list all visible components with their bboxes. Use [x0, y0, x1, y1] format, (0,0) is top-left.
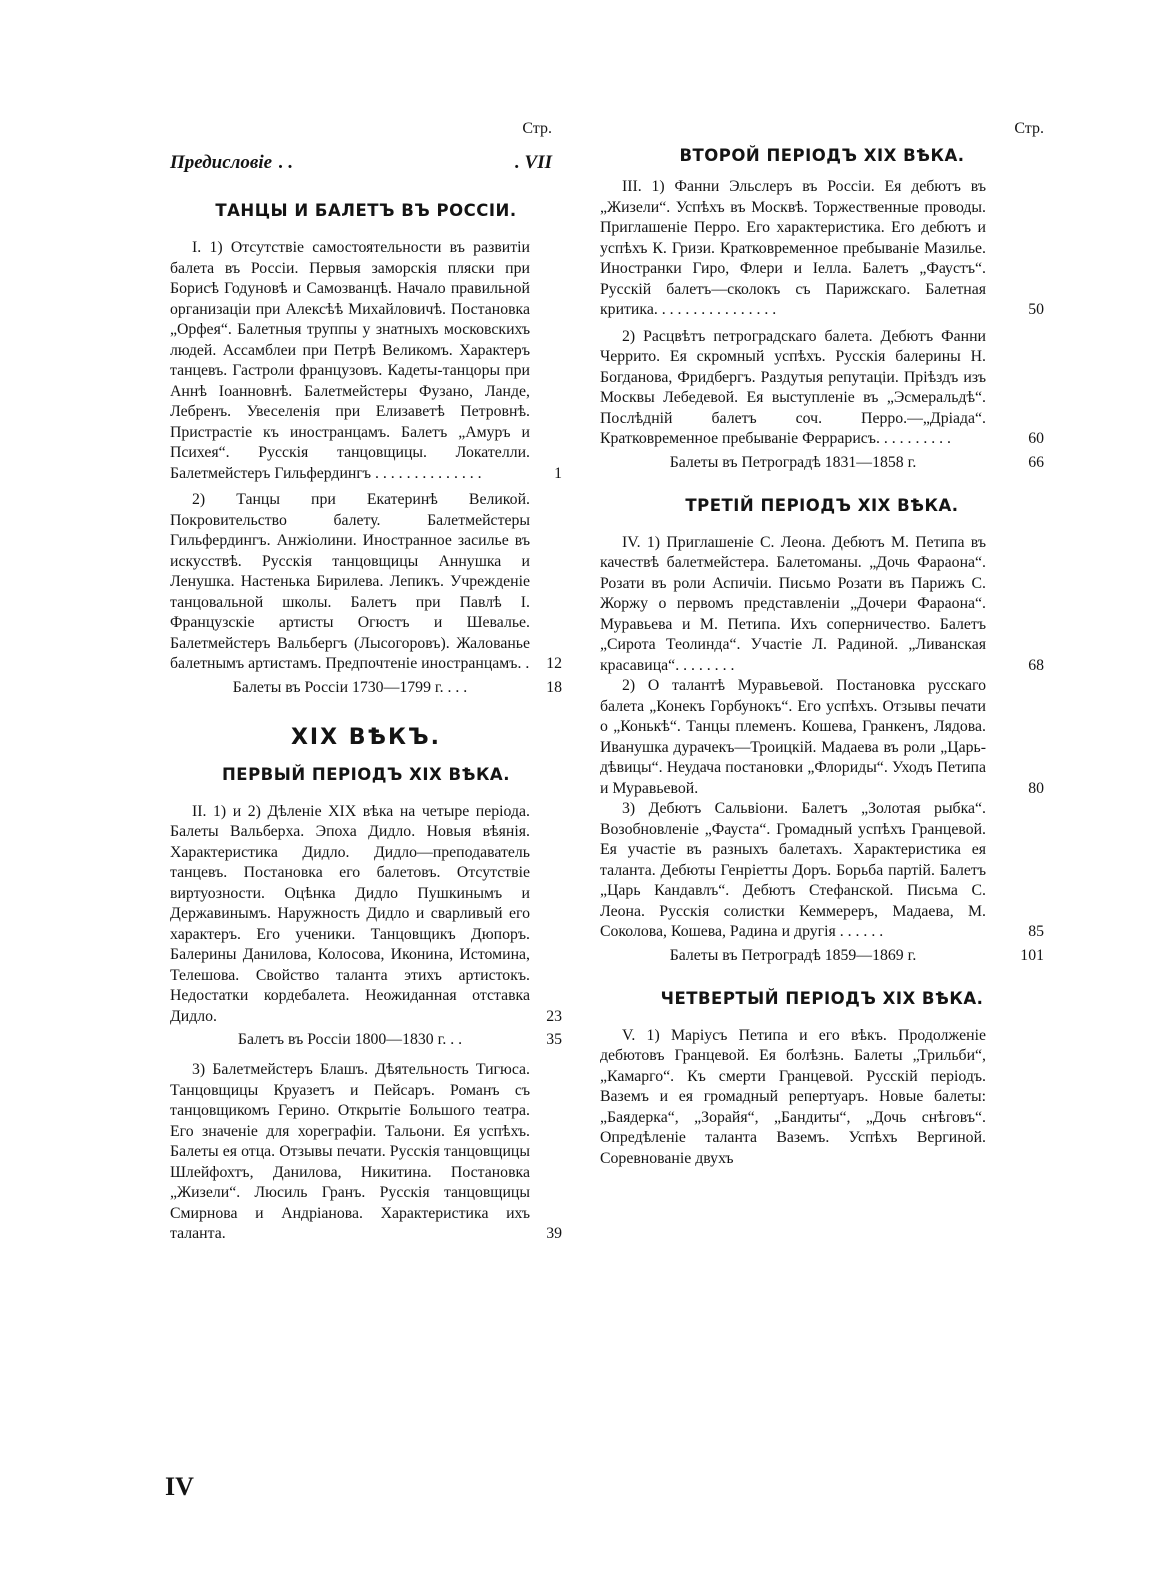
entry-page: 39 [546, 1225, 562, 1242]
section-title: ТАНЦЫ И БАЛЕТЪ ВЪ РОССІИ. [215, 201, 517, 220]
subentry-page: 101 [1020, 946, 1044, 964]
entry-text: 3) Дебютъ Сальвіони. Балетъ „Золотая рыбка“. Возобновленіе „Фауста“. Громадный успѣхъ Гранцевой. Ея участіе въ разныхъ балетахъ. Характеристика ея таланта. Дебюты Генріетты Доръ. Борьба партій. Балетъ „Царь Кандавлъ“. Дебютъ Стефанской. Письма С. Леона. Русскія солистки Кеммереръ, Мадаева, М. Соколова, Кошева, Радина и другія . . . . . . [600, 800, 986, 940]
entry-text: 2) О талантѣ Муравьевой. Постановка русскаго балета „Конекъ Горбунокъ“. Его успѣхъ. Отзывы печати о „Конькѣ“. Танцы племенъ. Кошева, Гранкенъ, Лядова. Иванушка дурачекъ—Троицкій. Мадаева въ роли „Царь-дѣвицы“. Неудача постановки „Флориды“. Уходъ Петипа и Муравьевой. [600, 677, 986, 797]
entry-page: 12 [546, 655, 562, 672]
entry-page: 60 [1028, 430, 1044, 447]
entry-page: 68 [1028, 656, 1044, 674]
entry-text: V. 1) Маріусъ Петипа и его вѣкъ. Продолженіе дебютовъ Гранцевой. Ея болѣзнь. Балеты „Трильби“, „Камарго“. Къ смерти Гранцевой. Русскій періодъ. Ваземъ и ея громадный репертуаръ. Новые балеты: „Баядерка“, „Зорайя“, „Бандиты“, „Дочь снѣговъ“. Опредѣленіе таланта Ваземъ. Успѣхъ Вергиной. Соревнованіе двухъ [600, 1026, 986, 1167]
section-title: ПЕРВЫЙ ПЕРІОДЪ XIX ВѢКА. [222, 764, 510, 784]
toc-entry [600, 676, 1044, 799]
left-content [170, 196, 562, 1245]
page-column-label: Стр. [1014, 120, 1044, 137]
entry-text: 2) Расцвѣтъ петроградскаго балета. Дебютъ Фанни Черрито. Ея скромный успѣхъ. Русскія балерины Н. Богданова, Фридбергъ. Раздутыя репутаціи. Пріѣздъ изъ Москвы Лебедевой. Ея выступленіе въ „Эсмеральдѣ“. Послѣдній балетъ соч. Перро.—„Дріада“. Кратковременное пребываніе Феррарисъ. . . . . . . . . . [600, 327, 986, 447]
toc-entry [600, 327, 1044, 450]
entry-page: 80 [1028, 779, 1044, 797]
entry-page: 1 [554, 464, 562, 482]
toc-entry [600, 799, 1044, 943]
toc-entry [600, 177, 1044, 321]
preface-label: Предисловіе [170, 152, 273, 173]
toc-subentry [170, 677, 562, 698]
entry-text: IV. 1) Приглашеніе С. Леона. Дебютъ М. Петипа въ качествѣ балетмейстера. Балетоманы. „Дочь Фараона“. Розати въ роли Аспичіи. Письмо Розати въ Парижъ С. Жоржу о первомъ представленіи „Дочери Фараона“. Муравьева и М. Петипа. Ихъ соперничество. Балетъ „Сирота Теолинда“. Участіе Л. Радиной. „Ливанская красавица“. . . . . . . . [600, 533, 986, 674]
subentry-page: 66 [1028, 453, 1044, 471]
right-content [600, 141, 1044, 1169]
subentry-text: Балеты въ Петроградѣ 1859—1869 г. [669, 946, 917, 964]
toc-entry [170, 490, 562, 675]
toc-entry [600, 1026, 1044, 1170]
preface-dots: . . [278, 152, 293, 173]
century-title: XIX ВѢКЪ. [290, 724, 442, 750]
entry-text: 2) Танцы при Екатеринѣ Великой. Покровительство балету. Балетмейстеры Гильфердингъ. Анжіолини. Иностранное засилье въ искусствѣ. Русскія танцовщицы Аннушка и Ленушка. Настенька Бирилева. Лепикъ. Учрежденіе танцовальной школы. Балетъ при Павлѣ I. Французскіе артисты Огюстъ и Шевалье. Балетмейстеръ Вальбергъ (Лысогоровъ). Жалованье балетнымъ артистамъ. Предпочтеніе иностранцамъ. . [170, 491, 530, 672]
toc-subentry [600, 945, 1044, 966]
section-title: ЧЕТВЕРТЫЙ ПЕРІОДЪ XIX ВѢКА. [660, 988, 984, 1008]
subentry-page: 35 [546, 1031, 562, 1048]
subentry-page: 18 [546, 678, 562, 696]
entry-text: I. 1) Отсутствіе самостоятельности въ развитіи балета въ Россіи. Первыя заморскія пляски при Борисѣ Годуновѣ и Самозванцѣ. Начало правильной организаціи при Алексѣѣ Михайловичѣ. Постановка „Орфея“. Балетныя труппы у знатныхъ московскихъ людей. Ассамблеи при Петрѣ Великомъ. Характеръ танцевъ. Гастроли французовъ. Кадеты-танцоры при Аннѣ Іоанновнѣ. Балетмейстеры Фузано, Ланде, Лебренъ. Увеселенія при Елизаветѣ Петровнѣ. Пристрастіе къ иностранцамъ. Балетъ „Амуръ и Психея“. Русскія танцовщицы. Локателли. Балетмейстеръ Гильфердингъ . . . . . . . . . . . . . . [170, 239, 530, 482]
section-title: ТРЕТІЙ ПЕРІОДЪ XIX ВѢКА. [685, 495, 959, 515]
toc-entry [170, 1060, 562, 1245]
entry-text: III. 1) Фанни Эльслеръ въ Россіи. Ея дебютъ въ „Жизели“. Успѣхъ въ Москвѣ. Торжественные проводы. Приглашеніе Перро. Его характеристика. Его дебютъ и успѣхъ К. Гризи. Кратковременное пребываніе Мазилье. Иностранки Гиро, Флери и Іелла. Балетъ „Фаустъ“. Русскій балетъ—сколокъ съ Парижскаго. Балетная критика. . . . . . . . . . . . . . . . [600, 178, 986, 318]
preface-entry [170, 152, 552, 174]
page-column-label: Стр. [522, 120, 552, 137]
preface-page: . VII [515, 152, 552, 173]
entry-text: 3) Балетмейстеръ Блашъ. Дѣятельность Тигюса. Танцовщицы Круазетъ и Пейсаръ. Романъ съ танцовщикомъ Герино. Открытіе Большого театра. Его значеніе для хореграфіи. Тальони. Ея успѣхъ. Балеты ея отца. Отзывы печати. Русскія танцовщицы Шлейфохтъ, Данилова, Никитина. Постановка „Жизели“. Люсиль Гранъ. Русскія танцовщицы Смирнова и Андріанова. Характеристика ихъ таланта. [170, 1061, 530, 1242]
page-folio: IV [165, 1472, 194, 1501]
section-title: ВТОРОЙ ПЕРІОДЪ XIX ВѢКА. [679, 146, 965, 165]
subentry-text: Балетъ въ Россіи 1800—1830 г. . . [237, 1031, 463, 1048]
entry-page: 23 [546, 1007, 562, 1025]
toc-entry [170, 238, 562, 484]
entry-page: 50 [1028, 301, 1044, 318]
subentry-text: Балеты въ Петроградѣ 1831—1858 г. [669, 453, 917, 471]
toc-entry [600, 533, 1044, 677]
subentry-text: Балеты въ Россіи 1730—1799 г. . . . [232, 678, 468, 696]
entry-page: 85 [1028, 923, 1044, 940]
toc-entry [170, 802, 562, 1028]
toc-subentry [600, 452, 1044, 473]
entry-text: II. 1) и 2) Дѣленіе XIX вѣка на четыре періода. Балеты Вальберха. Эпоха Дидло. Новыя вѣянія. Характеристика Дидло. Дидло—преподаватель танцевъ. Постановка его балетовъ. Отсутствіе виртуозности. Оцѣнка Дидло Пушкинымъ и Державинымъ. Наружность Дидло и сварливый его характеръ. Его ученики. Танцовщикъ Дюпоръ. Балерины Данилова, Колосова, Иконина, Истомина, Телешова. Свойство таланта этихъ артистокъ. Недостатки кордебалета. Неожиданная отставка Дидло. [170, 802, 530, 1025]
toc-subentry [170, 1029, 562, 1050]
